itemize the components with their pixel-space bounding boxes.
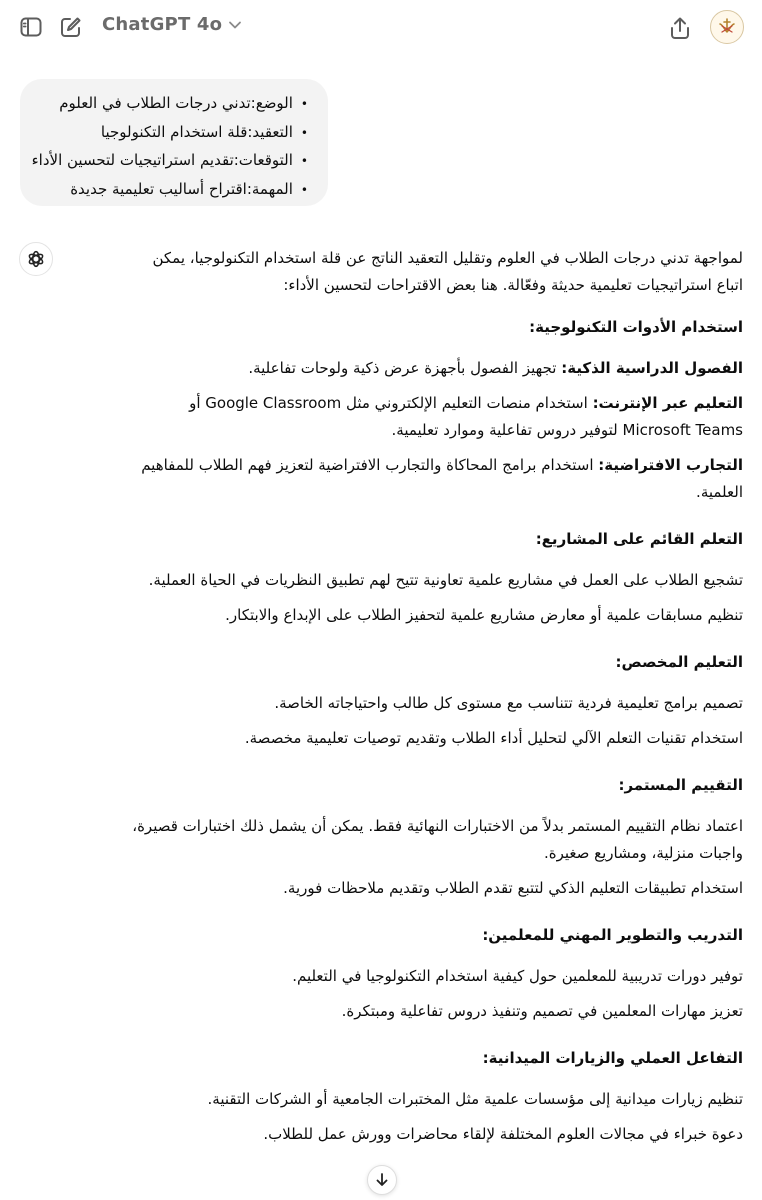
list-item: •التعقيد:قلة استخدام التكنولوجيا	[32, 119, 308, 148]
list-item: التجارب الافتراضية: استخدام برامج المحاكاة والتجارب الافتراضية لتعزيز فهم الطلاب للمفاهيم العلمية.	[141, 456, 743, 501]
top-bar	[0, 0, 762, 56]
bullet: •	[300, 182, 308, 197]
bullet: •	[300, 97, 308, 111]
user-message-list	[32, 90, 308, 204]
list-item: التعليم عبر الإنترنت: استخدام منصات التعليم الإلكتروني مثل Google Classroom أو Microsoft Teams لتوفير دروس تفاعلية وموارد تعليمية.	[189, 394, 743, 439]
list-item: دعوة خبراء في مجالات العلوم المختلفة لإلقاء محاضرات وورش عمل للطلاب.	[263, 1125, 743, 1143]
list-item: استخدام تطبيقات التعليم الذكي لتتبع تقدم الطلاب وتقديم ملاحظات فورية.	[283, 879, 743, 897]
section-heading: التفاعل العملي والزيارات الميدانية:	[482, 1049, 743, 1067]
list-item: اعتماد نظام التقييم المستمر بدلاً من الاختبارات النهائية فقط. يمكن أن يشمل ذلك اختبارات قصيرة، واجبات منزلية، ومشاريع صغيرة.	[132, 817, 743, 862]
model-name: ChatGPT 4o	[102, 14, 223, 35]
new-chat-button[interactable]	[57, 12, 85, 42]
list-item: تنظيم مسابقات علمية أو معارض مشاريع علمية لتحفيز الطلاب على الإبداع والابتكار.	[225, 606, 743, 624]
user-avatar[interactable]	[710, 10, 744, 44]
model-selector[interactable]	[102, 14, 242, 35]
assistant-message	[130, 245, 743, 1156]
scroll-to-bottom-button[interactable]	[367, 1165, 397, 1195]
list-item: تنظيم زيارات ميدانية إلى مؤسسات علمية مثل المختبرات الجامعية أو الشركات التقنية.	[207, 1090, 743, 1108]
bullet: •	[300, 154, 308, 168]
list-item: •المهمة:اقتراح أساليب تعليمية جديدة	[32, 176, 308, 205]
section-heading: التقييم المستمر:	[618, 776, 743, 794]
arrow-down-icon	[375, 1172, 389, 1188]
list-item: تصميم برامج تعليمية فردية تتناسب مع مستوى كل طالب واحتياجاته الخاصة.	[274, 694, 743, 712]
chevron-down-icon	[228, 20, 242, 30]
user-message-bubble	[20, 79, 328, 206]
intro-paragraph: لمواجهة تدني درجات الطلاب في العلوم وتقليل التعقيد الناتج عن قلة استخدام التكنولوجيا، يمكن اتباع استراتيجيات تعليمية حديثة وفعّالة. هنا بعض الاقتراحات لتحسين الأداء:	[152, 249, 743, 294]
list-item: •التوقعات:تقديم استراتيجيات لتحسين الأداء	[32, 147, 308, 176]
share-button[interactable]	[664, 12, 696, 44]
item-label: التعليم عبر الإنترنت:	[592, 394, 743, 412]
openai-logo-icon	[26, 249, 46, 269]
sidebar-toggle-button[interactable]	[16, 12, 46, 42]
share-icon	[669, 16, 691, 40]
list-item: الفصول الدراسية الذكية: تجهيز الفصول بأجهزة عرض ذكية ولوحات تفاعلية.	[248, 359, 743, 377]
item-label: الفصول الدراسية الذكية:	[561, 359, 743, 377]
sidebar-icon	[20, 17, 42, 37]
emblem-icon	[716, 16, 738, 38]
assistant-avatar	[19, 242, 53, 276]
list-item: توفير دورات تدريبية للمعلمين حول كيفية استخدام التكنولوجيا في التعليم.	[292, 967, 743, 985]
list-item: تعزيز مهارات المعلمين في تصميم وتنفيذ دروس تفاعلية ومبتكرة.	[341, 1002, 743, 1020]
new-chat-icon	[60, 16, 82, 38]
bullet: •	[300, 125, 308, 140]
section-heading: استخدام الأدوات التكنولوجية:	[529, 318, 743, 336]
list-item: تشجيع الطلاب على العمل في مشاريع علمية تعاونية تتيح لهم تطبيق النظريات في الحياة العملية.	[148, 571, 743, 589]
list-item: •الوضع:تدني درجات الطلاب في العلوم	[32, 90, 308, 119]
section-heading: التعليم المخصص:	[615, 653, 743, 671]
section-heading: التعلم القائم على المشاريع:	[535, 530, 743, 548]
list-item: استخدام تقنيات التعلم الآلي لتحليل أداء الطلاب وتقديم توصيات تعليمية مخصصة.	[244, 729, 743, 747]
section-heading: التدريب والتطوير المهني للمعلمين:	[482, 926, 743, 944]
item-label: التجارب الافتراضية:	[598, 456, 743, 474]
